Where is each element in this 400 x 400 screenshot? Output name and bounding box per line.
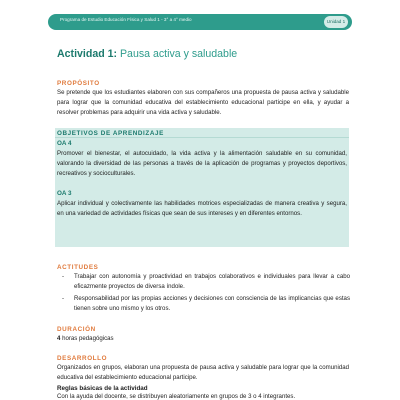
oa-label: OA 3 (57, 190, 72, 197)
activity-number: Actividad 1: (57, 48, 118, 60)
actitudes-heading: ACTITUDES (57, 264, 99, 271)
oa-label: OA 4 (57, 140, 72, 147)
oa-text: Aplicar individual y colectivamente las habilidades motrices especializadas de manera creativa y segura, en una variedad de actividades físicas que sean de sus intereses y en diferentes entornos. (57, 200, 347, 217)
bullet-dash: - (62, 273, 65, 280)
actitud-text: Responsabilidad por las propias acciones y decisiones con consciencia de las implicancias que estas tienen sobre uno mismo y los otros. (74, 295, 350, 312)
desarrollo-text: Organizados en grupos, elaboran una propuesta de pausa activa y saludable para lograr que la comunidad educativa del establecimiento educacional participe. (57, 364, 349, 381)
objetivos-divider (55, 137, 349, 138)
duracion-text (57, 334, 349, 344)
duracion-heading: DURACIÓN (57, 326, 96, 333)
reglas-text: Con la ayuda del docente, se distribuyen aleatoriamente en grupos de 3 o 4 integrantes. (57, 393, 296, 400)
list-item (62, 272, 350, 292)
program-title: Programa de Estudio Educación Física y Salud 1 - 3° a 4° medio (60, 17, 192, 22)
list-item (62, 294, 350, 314)
duracion-unit: horas pedagógicas (60, 335, 114, 342)
unit-badge: Unidad 1 (324, 16, 348, 28)
desarrollo-heading: DESARROLLO (57, 355, 108, 362)
oa-text: Promover el bienestar, el autocuidado, la vida activa y la alimentación saludable en su comunidad, valorando la diversidad de las personas a través de la aplicación de programas y proyectos deportivos, recreativos y socioculturales. (57, 150, 347, 177)
proposito-heading: PROPÓSITO (57, 80, 100, 87)
actitud-text: Trabajar con autonomía y proactividad en trabajos colaborativos e individuales para llevar a cabo eficazmente proyectos de diversa índole. (74, 273, 350, 290)
document-header-bar (48, 14, 352, 30)
objetivos-box (55, 128, 349, 247)
proposito-text: Se pretende que los estudiantes elaboren con sus compañeros una propuesta de pausa activa y saludable para lograr que la comunidad educativa del establecimiento educacional participe en ella, y ayudar a resolver problemas para adquirir una vida activa y saludable. (57, 89, 349, 116)
activity-title (57, 48, 237, 60)
reglas-heading: Reglas básicas de la actividad (57, 385, 148, 392)
activity-name: Pausa activa y saludable (117, 48, 238, 60)
duracion-hours: 4 (57, 335, 61, 342)
objetivos-heading: OBJETIVOS DE APRENDIZAJE (57, 130, 164, 137)
bullet-dash: - (62, 295, 65, 302)
